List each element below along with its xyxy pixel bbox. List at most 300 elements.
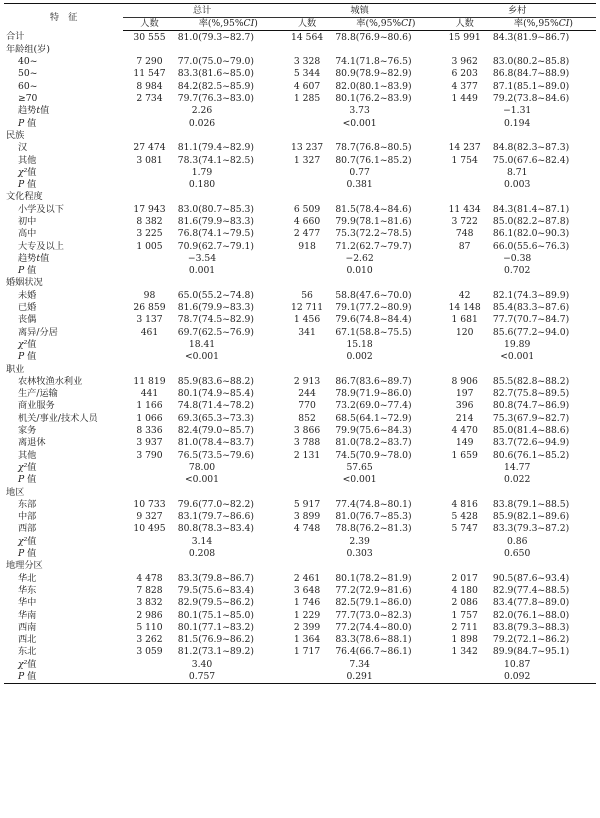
urban-count-cell: 1 746	[293, 597, 321, 609]
urban-rate-cell: 86.7(83.6~89.7)	[335, 375, 412, 387]
table-row-stat	[4, 461, 596, 473]
table-row-data	[4, 31, 596, 44]
rural-stat-cell: 0.86	[506, 535, 528, 547]
total-stat-cell: 18.41	[188, 338, 216, 350]
header-rural-rate: 率(%,95%CI)	[491, 18, 596, 31]
total-count-cell: 30 555	[133, 31, 166, 43]
table-row-data	[4, 228, 596, 240]
total-rate-cell: 83.3(81.6~85.0)	[177, 68, 254, 80]
table-row-data	[4, 203, 596, 215]
urban-stat-cell: 0.303	[346, 548, 373, 560]
rural-count-cell: 4 470	[451, 425, 478, 437]
urban-rate-cell: 77.7(73.0~82.3)	[335, 609, 412, 621]
total-count-cell: 8 984	[136, 80, 163, 92]
table-row-stat	[4, 547, 596, 559]
urban-count-cell: 4 748	[293, 523, 321, 535]
urban-stat-cell: −2.62	[345, 252, 374, 264]
urban-count-cell: 918	[298, 240, 316, 252]
table-row-data	[4, 572, 596, 584]
urban-stat-cell: 3.73	[349, 105, 370, 117]
table-row-data	[4, 498, 596, 510]
urban-rate-cell: 83.3(78.6~88.1)	[335, 634, 412, 646]
table-row-stat	[4, 265, 596, 277]
table-row-cat	[4, 277, 596, 289]
urban-rate-cell: 79.9(78.1~81.6)	[335, 216, 412, 227]
table-row-data	[4, 80, 596, 92]
urban-stat-cell: 0.291	[281, 670, 439, 683]
rural-count-cell: 1 449	[451, 93, 478, 105]
urban-count-cell: 4 660	[293, 216, 321, 227]
urban-count-cell: 1 327	[293, 154, 321, 166]
empty-cell	[123, 129, 596, 141]
urban-count-cell: 2 399	[293, 621, 321, 633]
row-label: 40~	[18, 56, 38, 68]
total-count-cell: 441	[140, 388, 159, 400]
row-label: 职业	[6, 363, 25, 375]
rural-stat-cell: −1.31	[503, 105, 532, 117]
row-label: 东北	[18, 646, 37, 658]
total-rate-cell: 81.2(73.1~89.2)	[177, 646, 254, 658]
total-stat-cell: 78.00	[188, 461, 216, 473]
table-row-cat	[4, 43, 596, 55]
rural-rate-cell: 79.2(72.1~86.2)	[492, 634, 570, 646]
total-rate-cell: 82.4(79.0~85.7)	[177, 425, 254, 437]
rural-rate-cell: 84.8(82.3~87.3)	[492, 142, 570, 154]
header-total-count: 人数	[123, 18, 176, 31]
urban-rate-cell: 78.9(71.9~86.0)	[335, 388, 412, 400]
urban-count-cell: 2 477	[293, 228, 321, 240]
urban-count-cell: 6 509	[293, 203, 321, 215]
table-row-data	[4, 289, 596, 301]
total-count-cell: 1 166	[136, 400, 163, 412]
rural-stat-cell: 10.87	[504, 658, 531, 670]
row-label: 西南	[18, 621, 37, 633]
rural-count-cell: 87	[458, 240, 471, 252]
urban-rate-cell: 76.4(66.7~86.1)	[335, 646, 412, 658]
total-count-cell: 5 110	[136, 621, 163, 633]
total-stat-cell: 2.26	[191, 105, 213, 117]
rural-rate-cell: 82.0(76.1~88.0)	[492, 609, 570, 621]
table-row-data	[4, 215, 596, 227]
urban-rate-cell: 82.5(79.1~86.0)	[335, 597, 412, 609]
row-label: 地区	[6, 486, 25, 498]
rural-count-cell: 8 906	[451, 375, 478, 387]
table-row-cat	[4, 191, 596, 203]
urban-stat-cell: 0.77	[349, 166, 370, 178]
row-label: 年龄组(岁)	[6, 43, 50, 55]
urban-stat-cell: 15.18	[346, 338, 373, 350]
table-row-stat	[4, 670, 596, 683]
rural-rate-cell: 75.3(67.9~82.7)	[492, 412, 570, 424]
table-header	[4, 4, 596, 31]
total-count-cell: 3 832	[136, 597, 163, 609]
table-row-data	[4, 412, 596, 424]
rural-stat-cell: 0.003	[504, 179, 531, 191]
total-stat-cell: 0.757	[123, 670, 281, 683]
rural-count-cell: 2 017	[451, 572, 478, 584]
total-rate-cell: 80.1(75.1~85.0)	[177, 609, 254, 621]
urban-rate-cell: 71.2(62.7~79.7)	[335, 240, 412, 252]
urban-count-cell: 2 461	[293, 572, 321, 584]
table-row-data	[4, 523, 596, 535]
urban-count-cell: 3 866	[293, 425, 321, 437]
rural-rate-cell: 86.1(82.0~90.3)	[492, 228, 570, 240]
urban-stat-cell: <0.001	[342, 474, 377, 486]
table-row-data	[4, 56, 596, 68]
rural-count-cell: 197	[455, 388, 474, 400]
table-row-stat	[4, 658, 596, 670]
total-count-cell: 9 327	[136, 511, 163, 523]
rural-count-cell: 1 898	[451, 634, 478, 646]
total-rate-cell: 74.8(71.4~78.2)	[177, 400, 254, 412]
urban-rate-cell: 80.7(76.1~85.2)	[335, 154, 412, 166]
total-rate-cell: 79.7(76.3~83.0)	[177, 93, 254, 105]
urban-count-cell: 1 456	[293, 314, 321, 326]
total-stat-cell: 0.180	[188, 179, 216, 191]
total-count-cell: 26 859	[133, 302, 166, 314]
urban-rate-cell: 68.5(64.1~72.9)	[335, 412, 412, 424]
row-label: χ²值	[18, 658, 37, 670]
total-rate-cell: 85.9(83.6~88.2)	[177, 375, 254, 387]
rural-count-cell: 4 816	[451, 498, 478, 510]
rural-count-cell: 5 747	[451, 523, 478, 535]
rural-count-cell: 42	[458, 289, 471, 301]
urban-rate-cell: 77.2(74.4~80.0)	[335, 621, 412, 633]
urban-count-cell: 12 711	[290, 302, 324, 314]
table-row-data	[4, 92, 596, 104]
rural-stat-cell: 0.650	[504, 548, 531, 560]
urban-rate-cell: 75.3(72.2~78.5)	[335, 228, 412, 240]
rural-stat-cell: 14.77	[504, 461, 531, 473]
total-rate-cell: 83.1(79.7~86.6)	[177, 511, 254, 523]
rural-stat-cell: <0.001	[500, 351, 535, 363]
urban-count-cell: 770	[298, 400, 316, 412]
urban-rate-cell: 73.2(69.0~77.4)	[335, 400, 412, 412]
rural-count-cell: 5 428	[451, 511, 478, 523]
row-label: 中部	[18, 511, 37, 523]
rural-rate-cell: 75.0(67.6~82.4)	[492, 154, 570, 166]
row-label: 民族	[6, 129, 25, 141]
rural-count-cell: 4 180	[451, 584, 478, 596]
rural-rate-cell: 85.0(81.4~88.6)	[492, 425, 570, 437]
urban-rate-cell: 78.8(76.2~81.3)	[335, 523, 412, 535]
rural-stat-cell: 0.194	[504, 117, 531, 129]
total-count-cell: 3 790	[136, 449, 163, 461]
header-feature: 特 征	[4, 4, 123, 31]
total-count-cell: 3 137	[136, 314, 163, 326]
rural-rate-cell: 87.1(85.1~89.0)	[492, 80, 570, 92]
row-label: 小学及以下	[18, 203, 64, 215]
total-stat-cell: <0.001	[184, 474, 219, 486]
rural-rate-cell: 84.3(81.4~87.1)	[492, 203, 570, 215]
table-row-cat	[4, 486, 596, 498]
table-row-data	[4, 400, 596, 412]
empty-cell	[123, 43, 596, 55]
total-rate-cell: 78.3(74.1~82.5)	[177, 154, 254, 166]
rural-rate-cell: 66.0(55.6~76.3)	[492, 240, 570, 252]
row-label: 其他	[18, 449, 37, 461]
statistics-table	[4, 3, 596, 684]
row-label: P 值	[18, 474, 37, 486]
rural-count-cell: 149	[455, 437, 474, 449]
total-rate-cell: 80.1(77.1~83.2)	[177, 621, 254, 633]
total-count-cell: 461	[140, 326, 159, 338]
rural-rate-cell: 82.7(75.8~89.5)	[492, 388, 570, 400]
rural-count-cell: 6 203	[451, 68, 478, 80]
total-count-cell: 27 474	[133, 142, 166, 154]
urban-count-cell: 14 564	[290, 31, 324, 43]
table-row-stat	[4, 179, 596, 191]
rural-rate-cell: 80.8(74.7~86.9)	[492, 400, 570, 412]
total-count-cell: 4 478	[136, 572, 163, 584]
table-row-stat	[4, 535, 596, 547]
rural-count-cell: 14 148	[448, 302, 481, 314]
row-label: 50~	[18, 68, 38, 80]
table-row-data	[4, 326, 596, 338]
rural-stat-cell: 0.022	[504, 474, 531, 486]
row-label: 西部	[18, 523, 37, 535]
total-rate-cell: 81.0(78.4~83.7)	[177, 437, 254, 449]
table-row-cat	[4, 560, 596, 572]
total-count-cell: 11 547	[133, 68, 166, 80]
urban-stat-cell: 0.010	[346, 265, 373, 277]
row-label: 西北	[18, 634, 37, 646]
rural-rate-cell: 83.0(80.2~85.8)	[492, 56, 570, 68]
table-row-cat	[4, 129, 596, 141]
row-label: 商业服务	[18, 400, 55, 412]
total-rate-cell: 81.6(79.9~83.3)	[177, 216, 254, 227]
rural-count-cell: 1 342	[451, 646, 478, 658]
total-count-cell: 2 986	[136, 609, 163, 621]
total-count-cell: 98	[143, 289, 156, 301]
urban-rate-cell: 79.1(77.2~80.9)	[335, 302, 412, 314]
urban-stat-cell: 7.34	[349, 658, 370, 670]
row-label: 婚姻状况	[6, 277, 43, 289]
total-count-cell: 3 262	[136, 634, 163, 646]
total-count-cell: 7 828	[136, 584, 163, 596]
rural-count-cell: 14 237	[448, 142, 481, 154]
rural-count-cell: 396	[455, 400, 474, 412]
urban-rate-cell: 79.9(75.6~84.3)	[335, 425, 412, 437]
urban-rate-cell: 67.1(58.8~75.5)	[335, 326, 412, 338]
total-rate-cell: 84.2(82.5~85.9)	[177, 80, 254, 92]
total-count-cell: 7 290	[136, 56, 163, 68]
table-row-data	[4, 302, 596, 314]
rural-count-cell: 748	[455, 228, 474, 240]
urban-count-cell: 1 229	[293, 609, 321, 621]
rural-stat-cell: 8.71	[506, 166, 528, 178]
total-rate-cell: 83.3(79.8~86.7)	[177, 572, 254, 584]
urban-count-cell: 1 364	[293, 634, 321, 646]
total-rate-cell: 81.0(79.3~82.7)	[177, 31, 254, 43]
urban-count-cell: 3 899	[293, 511, 321, 523]
rural-count-cell: 1 681	[451, 314, 478, 326]
header-rural: 乡村	[438, 4, 596, 18]
row-label: χ²值	[18, 461, 37, 473]
table-row-stat	[4, 252, 596, 264]
urban-stat-cell: 0.002	[346, 351, 373, 363]
total-rate-cell: 69.7(62.5~76.9)	[177, 326, 254, 338]
total-rate-cell: 76.5(73.5~79.6)	[177, 449, 254, 461]
rural-count-cell: 120	[455, 326, 474, 338]
row-label: 初中	[18, 216, 37, 227]
urban-rate-cell: 78.8(76.9~80.6)	[335, 31, 412, 43]
table-row-data	[4, 388, 596, 400]
rural-stat-cell: −0.38	[503, 252, 532, 264]
row-label: 离退休	[18, 437, 46, 449]
table-row-data	[4, 375, 596, 387]
total-stat-cell: 0.026	[188, 117, 216, 129]
rural-stat-cell: 0.092	[438, 670, 596, 683]
total-rate-cell: 78.7(74.5~82.9)	[177, 314, 254, 326]
urban-rate-cell: 78.7(76.8~80.5)	[335, 142, 412, 154]
rural-count-cell: 11 434	[448, 203, 481, 215]
row-label: χ²值	[18, 535, 37, 547]
rural-rate-cell: 83.4(77.8~89.0)	[492, 597, 570, 609]
rural-rate-cell: 82.1(74.3~89.9)	[492, 289, 570, 301]
urban-count-cell: 5 344	[293, 68, 321, 80]
total-stat-cell: 1.79	[191, 166, 213, 178]
total-count-cell: 10 733	[133, 498, 166, 510]
header-rural-count: 人数	[438, 18, 491, 31]
total-count-cell: 3 081	[136, 154, 163, 166]
urban-rate-cell: 81.5(78.4~84.6)	[335, 203, 412, 215]
urban-rate-cell: 80.9(78.9~82.9)	[335, 68, 412, 80]
row-label: 华东	[18, 584, 37, 596]
total-rate-cell: 79.6(77.0~82.2)	[177, 498, 254, 510]
table-row-data	[4, 437, 596, 449]
urban-rate-cell: 77.4(74.8~80.1)	[335, 498, 412, 510]
header-urban-rate: 率(%,95%CI)	[333, 18, 438, 31]
total-rate-cell: 80.8(78.3~83.4)	[177, 523, 254, 535]
total-count-cell: 17 943	[133, 203, 166, 215]
table-row-data	[4, 68, 596, 80]
total-rate-cell: 76.8(74.1~79.5)	[177, 228, 254, 240]
total-stat-cell: <0.001	[184, 351, 219, 363]
rural-rate-cell: 85.6(77.2~94.0)	[492, 326, 570, 338]
table-row-stat	[4, 166, 596, 178]
row-label: 机关/事业/技术人员	[18, 412, 98, 424]
total-rate-cell: 69.3(65.3~73.3)	[177, 412, 254, 424]
urban-count-cell: 852	[298, 412, 316, 424]
header-total-rate: 率(%,95%CI)	[176, 18, 281, 31]
empty-cell	[123, 363, 596, 375]
rural-rate-cell: 84.3(81.9~86.7)	[492, 31, 570, 43]
total-count-cell: 2 734	[136, 93, 163, 105]
rural-rate-cell: 82.9(77.4~88.5)	[492, 584, 570, 596]
urban-count-cell: 56	[301, 289, 313, 301]
total-count-cell: 3 937	[136, 437, 163, 449]
row-label: 大专及以上	[18, 240, 64, 252]
urban-stat-cell: 0.381	[346, 179, 373, 191]
empty-cell	[123, 486, 596, 498]
row-label: 汉	[18, 142, 28, 154]
empty-cell	[123, 191, 596, 203]
urban-count-cell: 2 913	[293, 375, 321, 387]
table-row-cat	[4, 363, 596, 375]
urban-rate-cell: 74.1(71.8~76.5)	[335, 56, 412, 68]
urban-stat-cell: 57.65	[346, 461, 373, 473]
table-row-stat	[4, 351, 596, 363]
table-row-data	[4, 425, 596, 437]
row-label: 地理分区	[6, 560, 43, 572]
table-row-data	[4, 597, 596, 609]
urban-rate-cell: 77.2(72.9~81.6)	[335, 584, 412, 596]
row-label: 东部	[18, 498, 37, 510]
rural-count-cell: 15 991	[448, 31, 481, 43]
total-rate-cell: 82.9(79.5~86.2)	[177, 597, 254, 609]
rural-stat-cell: 0.702	[504, 265, 531, 277]
rural-rate-cell: 85.4(83.3~87.6)	[492, 302, 570, 314]
rural-count-cell: 214	[455, 412, 474, 424]
urban-count-cell: 1 285	[293, 93, 321, 105]
rural-count-cell: 3 722	[451, 216, 478, 227]
row-label: 60~	[18, 80, 38, 92]
row-label: 华南	[18, 609, 37, 621]
total-rate-cell: 70.9(62.7~79.1)	[177, 240, 254, 252]
urban-stat-cell: <0.001	[342, 117, 377, 129]
row-label: 农林牧渔水利业	[18, 375, 83, 387]
rural-rate-cell: 83.7(72.6~94.9)	[492, 437, 570, 449]
urban-count-cell: 3 788	[293, 437, 321, 449]
table-row-stat	[4, 474, 596, 486]
total-stat-cell: 0.208	[188, 548, 216, 560]
table-row-stat	[4, 338, 596, 350]
table-row-data	[4, 154, 596, 166]
rural-count-cell: 1 754	[451, 154, 478, 166]
total-count-cell: 3 225	[136, 228, 163, 240]
row-label: 高中	[18, 228, 37, 240]
rural-rate-cell: 85.0(82.2~87.8)	[492, 216, 570, 227]
row-label: P 值	[4, 670, 123, 683]
total-rate-cell: 65.0(55.2~74.8)	[177, 289, 254, 301]
row-label: 离异/分居	[18, 326, 58, 338]
table-row-data	[4, 449, 596, 461]
total-stat-cell: 0.001	[188, 265, 216, 277]
table-row-data	[4, 240, 596, 252]
table-row-data	[4, 646, 596, 658]
urban-rate-cell: 74.5(70.9~78.0)	[335, 449, 412, 461]
table-row-data	[4, 584, 596, 596]
total-count-cell: 1 005	[136, 240, 163, 252]
urban-rate-cell: 58.8(47.6~70.0)	[335, 289, 412, 301]
rural-count-cell: 1 659	[451, 449, 478, 461]
urban-count-cell: 3 648	[293, 584, 321, 596]
rural-rate-cell: 83.3(79.3~87.2)	[492, 523, 570, 535]
empty-cell	[123, 277, 596, 289]
row-label: 趋势t值	[18, 252, 50, 264]
row-label: P 值	[18, 351, 37, 363]
rural-rate-cell: 80.6(76.1~85.2)	[492, 449, 570, 461]
rural-count-cell: 4 377	[451, 80, 478, 92]
rural-rate-cell: 83.8(79.1~88.5)	[492, 498, 570, 510]
total-count-cell: 10 495	[133, 523, 166, 535]
rural-stat-cell: 19.89	[504, 338, 531, 350]
row-label: 未婚	[18, 289, 37, 301]
row-label: 趋势t值	[18, 105, 50, 117]
row-label: 已婚	[18, 302, 37, 314]
rural-count-cell: 2 711	[451, 621, 478, 633]
table-row-data	[4, 314, 596, 326]
row-label: P 值	[18, 179, 37, 191]
total-count-cell: 1 066	[136, 412, 163, 424]
row-label: 生产/运输	[18, 388, 58, 400]
table-row-stat	[4, 117, 596, 129]
row-label: P 值	[18, 548, 37, 560]
urban-count-cell: 5 917	[293, 498, 321, 510]
header-total: 总计	[123, 4, 281, 18]
table-row-stat	[4, 105, 596, 117]
